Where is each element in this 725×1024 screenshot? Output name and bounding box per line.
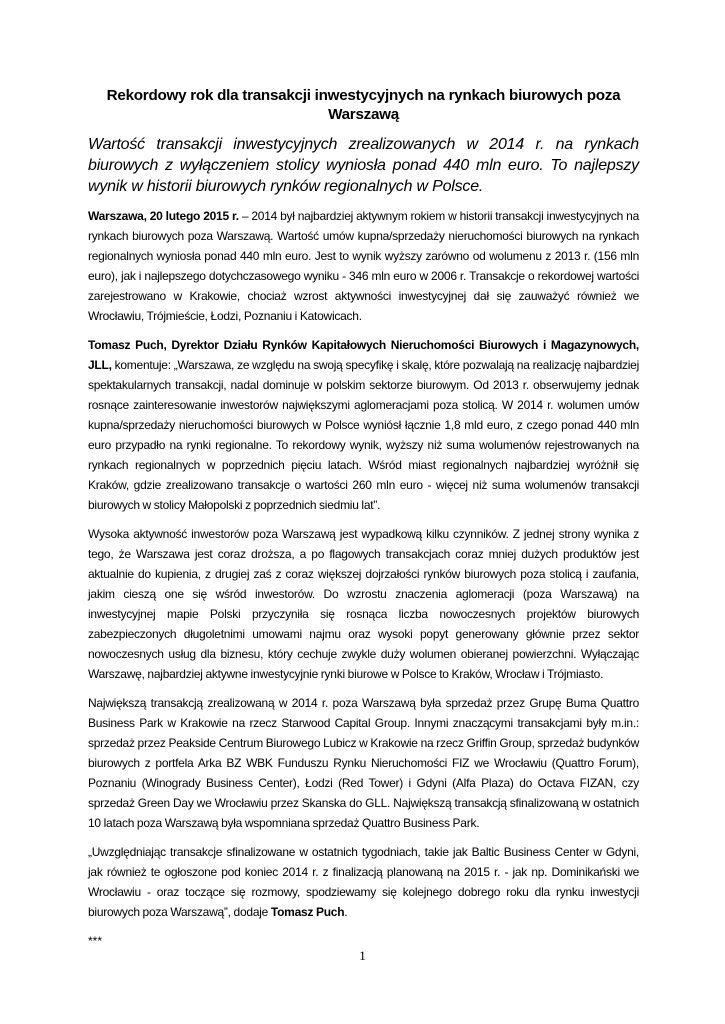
paragraph-closing — [88, 842, 639, 922]
speaker-name: Tomasz Puch, Dyrektor Działu Rynków Kapitałowych Nieruchomości Biurowych i Magazynowych, JLL, — [88, 338, 639, 372]
lead-paragraph: Wartość transakcji inwestycyjnych zrealizowanych w 2014 r. na rynkach biurowych z wyłączeniem stolicy wyniosła ponad 440 mln euro. To najlepszy wynik w historii biurowych rynków regionalnych w Polsce. — [88, 136, 639, 195]
document-title: Rekordowy rok dla transakcji inwestycyjnych na rynkach biurowych poza Warszawą — [106, 87, 621, 123]
paragraph-quote — [88, 335, 639, 515]
dateline: Warszawa, 20 lutego 2015 r. — [88, 209, 239, 223]
document-page — [88, 86, 639, 951]
paragraph-intro — [88, 206, 639, 326]
paragraph-transactions: Największą transakcją zrealizowaną w 2014 r. poza Warszawą była sprzedaż przez Grupę Buma Quattro Business Park w Krakowie na rzecz Starwood Capital Group. Innymi znaczącymi transakcjami były m.in.: sprzedaż przez Peakside Centrum Biurowego Lubicz w Krakowie na rzecz Griffin Group, sprzedaż budynków biurowych z portfela Arka BZ WBK Funduszu Rynku Nieruchomości FIZ we Wrocławiu (Quattro Forum), Poznaniu (Winogrady Business Center), Łodzi (Red Tower) i Gdyni (Alfa Plaza) do Octava FIZAN, czy sprzedaż Green Day we Wrocławiu przez Skanska do GLL. Największą transakcją sfinalizowaną w ostatnich 10 latach poza Warszawą była wspomniana sprzedaż Quattro Business Park. — [88, 696, 639, 830]
page-number: 1 — [359, 948, 366, 963]
closing-speaker-name: Tomasz Puch — [270, 905, 345, 919]
paragraph-quote-text: komentuje: „Warszawa, ze względu na swoją specyfikę i skalę, które pozwalają na realizację najbardziej spektakularnych transakcji, nadal dominuje w polskim sektorze biurowym. Od 2013 r. obserwujemy jednak rosnące zainteresowanie inwestorów największymi aglomeracjami poza stolicą. W 2014 r. wolumen umów kupna/sprzedaży nieruchomości biurowych w Polsce wyniósł łącznie 1,8 mld euro, z czego ponad 440 mln euro przypadło na rynki regionalne. To rekordowy wynik, wyższy niż suma wolumenów rejestrowanych na rynkach regionalnych w poprzednich pięciu latach. Wśród miast regionalnych najbardziej wyróżnił się Kraków, gdzie zrealizowano transakcje o wartości 260 mln euro - więcej niż suma wolumenów transakcji biurowych w stolicy Małopolski z poprzednich siedmiu lat”. — [88, 358, 639, 512]
separator: *** — [88, 934, 103, 948]
closing-period: . — [344, 905, 348, 919]
paragraph-closing-text: „Uwzględniając transakcje sfinalizowane w ostatnich tygodniach, takie jak Baltic Business Center w Gdyni, jak również te ogłoszone pod koniec 2014 r. z finalizacją planowaną na 2015 r. - jak np. Dominikański we Wrocławiu - oraz toczące się rozmowy, spodziewamy się kolejnego dobrego roku dla rynku inwestycji biurowych poza Warszawą”, dodaje — [88, 845, 639, 919]
paragraph-intro-text: – 2014 był najbardziej aktywnym rokiem w historii transakcji inwestycyjnych na rynkach biurowych poza Warszawą. Wartość umów kupna/sprzedaży nieruchomości biurowych na rynkach regionalnych wyniosła ponad 440 mln euro. Jest to wynik wyższy zarówno od wolumenu z 2013 r. (156 mln euro), jak i najlepszego dotychczasowego wyniku - 346 mln euro w 2006 r. Transakcje o rekordowej wartości zarejestrowano w Krakowie, chociaż wzrost aktywności inwestycyjnej dał się zauważyć również we Wrocławiu, Trójmieście, Łodzi, Poznaniu i Katowicach. — [88, 209, 639, 323]
paragraph-factors: Wysoka aktywność inwestorów poza Warszawą jest wypadkową kilku czynników. Z jednej strony wynika z tego, że Warszawa jest coraz droższa, a po flagowych transakcjach coraz mniej dużych produktów jest aktualnie do kupienia, z drugiej zaś z coraz większej dojrzałości rynków biurowych poza stolicą i zaufania, jakim cieszą one się wśród inwestorów. Do wzrostu znaczenia aglomeracji (poza Warszawą) na inwestycyjnej mapie Polski przyczyniła się rosnąca liczba nowoczesnych projektów biurowych zabezpieczonych długoletnimi umowami najmu oraz wysoki popyt generowany głównie przez sektor nowoczesnych usług dla biznesu, który cechuje zwykle duży wolumen obieranej powierzchni. Wyłączając Warszawę, najbardziej aktywne inwestycyjnie rynki biurowe w Polsce to Kraków, Wrocław i Trójmiasto. — [88, 527, 639, 681]
